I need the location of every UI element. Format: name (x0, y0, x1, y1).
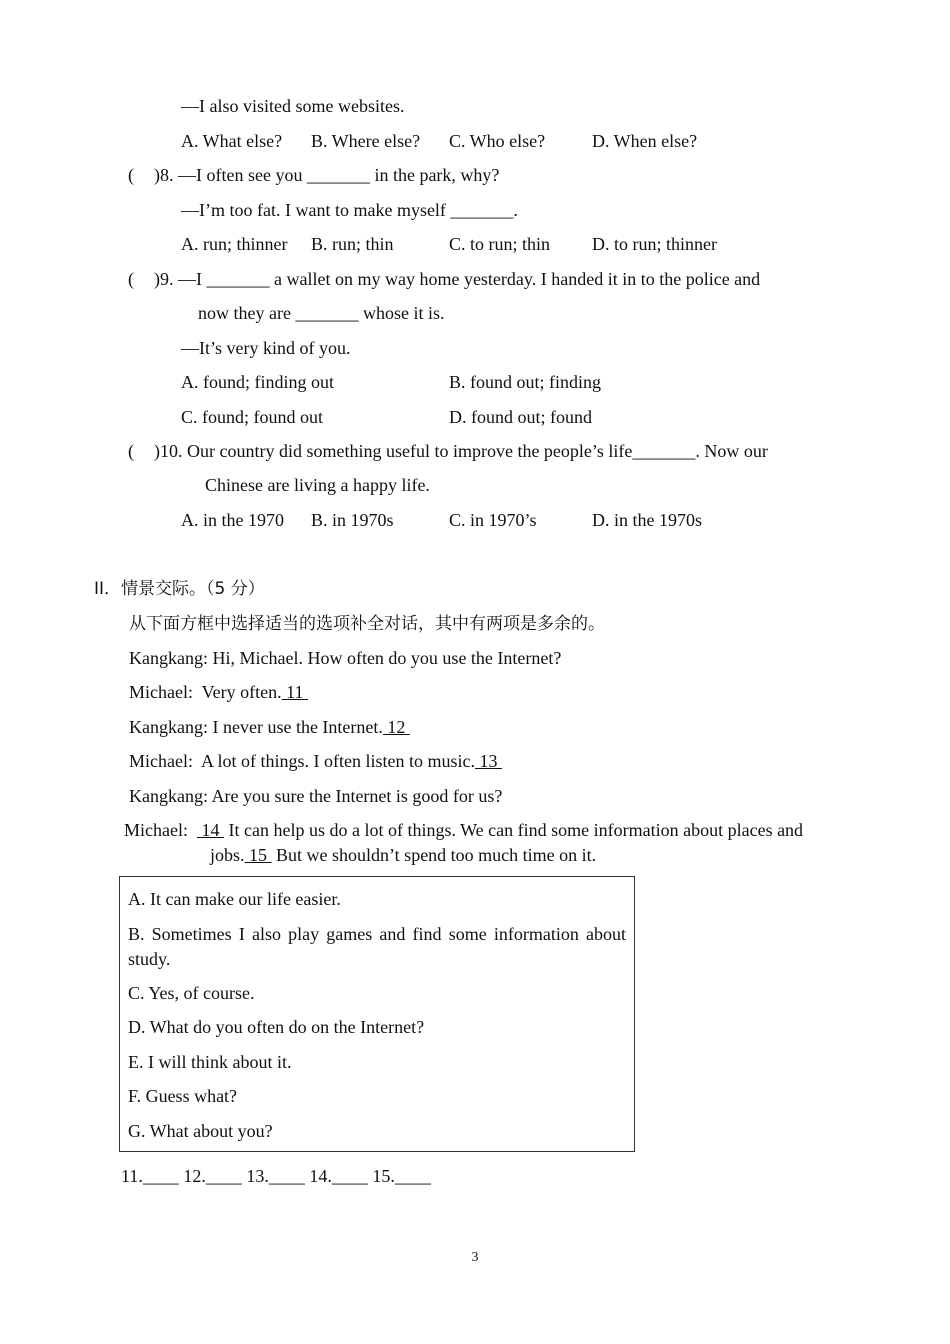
q8-option-a: A. run; thinner (181, 234, 288, 254)
dialog-text: It can help us do a lot of things. We can find some information about places and (223, 820, 804, 840)
blank-12: 12 (382, 717, 410, 737)
q9-stem: )9. —I _______ a wallet on my way home yesterday. I handed it in to the police and (154, 269, 761, 289)
q10-option-d: D. in the 1970s (592, 510, 702, 530)
q9-paren: ( (128, 269, 134, 289)
q8-option-c: C. to run; thin (449, 234, 551, 254)
dialog-text: jobs. (210, 845, 245, 865)
dialog-line-7 (210, 844, 596, 866)
dialog-line-2 (129, 681, 308, 703)
blank-11: 11 (281, 682, 308, 702)
dialog-speaker: Michael: (124, 820, 197, 840)
q9-option-a: A. found; finding out (181, 372, 334, 392)
q10-option-a: A. in the 1970 (181, 510, 284, 530)
box-option-b: B. Sometimes I also play games and find some information about study. (128, 924, 626, 969)
q8-option-b: B. run; thin (311, 234, 394, 254)
dialog-text: But we shouldn’t spend too much time on it. (271, 845, 597, 865)
q10-option-c: C. in 1970’s (449, 510, 537, 530)
dialog-line-5: Kangkang: Are you sure the Internet is good for us? (129, 786, 503, 806)
dialog-text: Kangkang: I never use the Internet. (129, 717, 383, 737)
q8-stem: )8. —I often see you _______ in the park, why? (154, 165, 500, 185)
q10-stem: )10. Our country did something useful to improve the people’s life_______. Now our (154, 441, 768, 461)
section-instruction: 从下面方框中选择适当的选项补全对话，其中有两项是多余的。 (129, 614, 605, 634)
q10-stem-cont: Chinese are living a happy life. (205, 475, 430, 495)
box-option-f: F. Guess what? (128, 1086, 238, 1106)
answer-line: 11.____ 12.____ 13.____ 14.____ 15.____ (121, 1166, 431, 1186)
blank-15: 15 (244, 845, 272, 865)
box-option-a: A. It can make our life easier. (128, 889, 341, 909)
dialog-line-3 (129, 716, 410, 738)
q9-line3: —It’s very kind of you. (181, 338, 351, 358)
q7-option-a: A. What else? (181, 131, 283, 151)
page-number: 3 (471, 1250, 479, 1265)
box-option-d: D. What do you often do on the Internet? (128, 1017, 425, 1037)
box-option-c: C. Yes, of course. (128, 983, 255, 1003)
q8-line2: —I’m too fat. I want to make myself _______. (181, 200, 518, 220)
blank-14: 14 (196, 820, 224, 840)
q7-option-d: D. When else? (592, 131, 698, 151)
blank-13: 13 (474, 751, 502, 771)
q8-paren: ( (128, 165, 134, 185)
dialog-line-6 (124, 819, 803, 841)
dialog-line-4 (129, 750, 502, 772)
q7-answer-line: —I also visited some websites. (181, 96, 405, 116)
dialog-line-1: Kangkang: Hi, Michael. How often do you use the Internet? (129, 648, 562, 668)
options-box (119, 876, 635, 1152)
q10-paren: ( (128, 441, 134, 461)
q9-option-b: B. found out; finding (449, 372, 601, 392)
q8-option-d: D. to run; thinner (592, 234, 717, 254)
dialog-text: Michael: Very often. (129, 682, 282, 702)
q9-option-c: C. found; found out (181, 407, 323, 427)
box-option-g: G. What about you? (128, 1121, 273, 1141)
q7-option-b: B. Where else? (311, 131, 421, 151)
q7-option-c: C. Who else? (449, 131, 546, 151)
q10-option-b: B. in 1970s (311, 510, 394, 530)
q9-option-d: D. found out; found (449, 407, 592, 427)
q9-stem-cont: now they are _______ whose it is. (198, 303, 445, 323)
dialog-text: Michael: A lot of things. I often listen to music. (129, 751, 475, 771)
box-option-e: E. I will think about it. (128, 1052, 292, 1072)
section-heading: II．情景交际。（5 分） (94, 579, 265, 599)
